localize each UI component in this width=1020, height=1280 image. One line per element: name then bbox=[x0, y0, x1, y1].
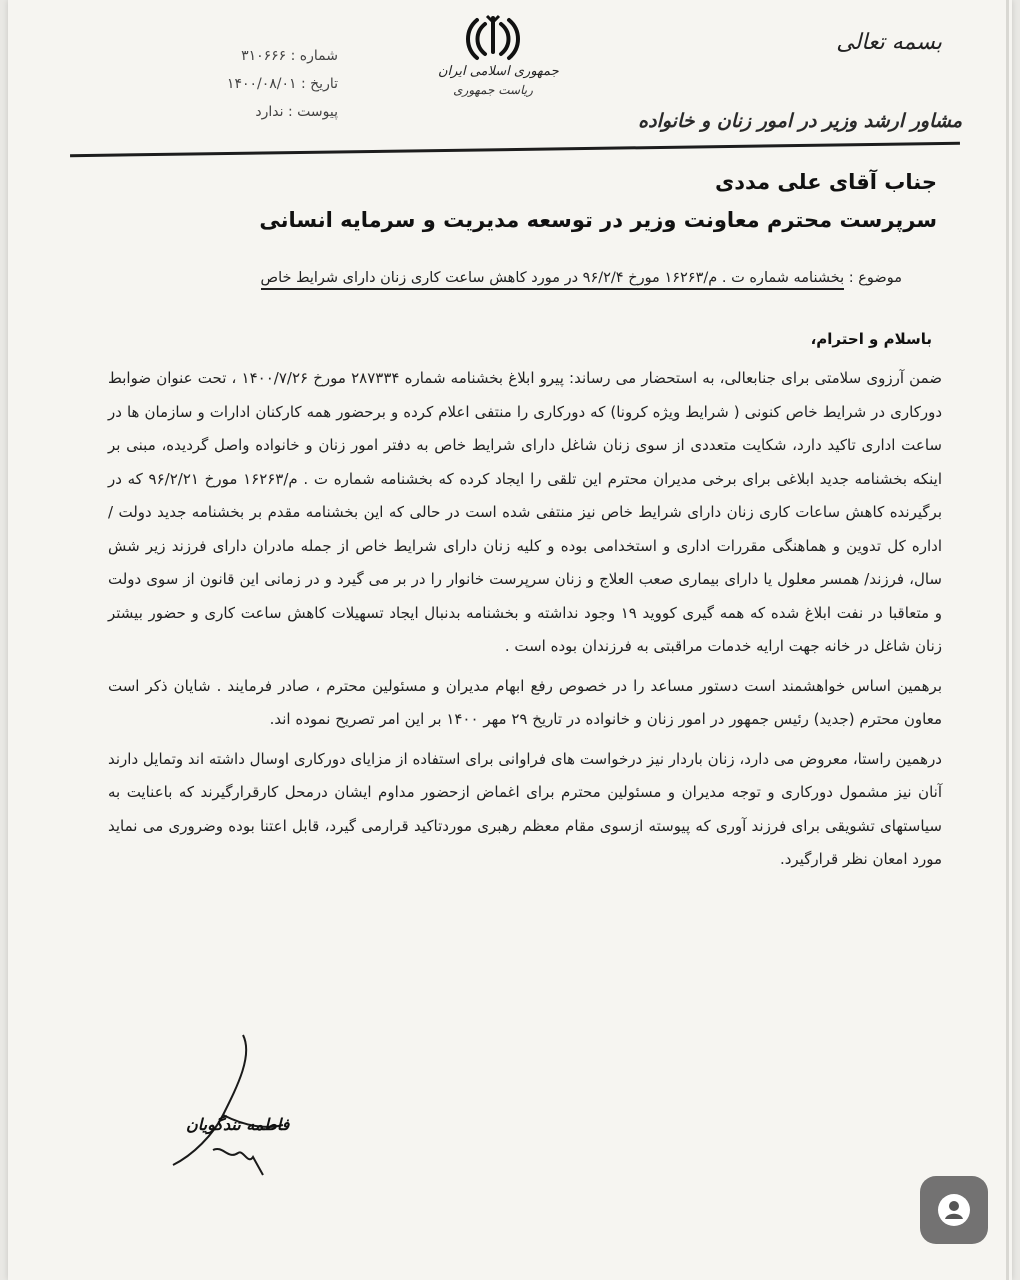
body-paragraph-2: برهمین اساس خواهشمند است دستور مساعد را در خصوص رفع ابهام مدیران و مسئولین محترم ، صادر فرمایند . شایان ذکر است معاون محترم (جدید) رئیس جمهور در امور زنان و خانواده در تاریخ ۲۹ مهر ۱۴۰۰ بر این امر تصریح نموده اند. bbox=[108, 676, 942, 728]
letter-date: تاریخ : ۱۴۰۰/۰۸/۰۱ bbox=[226, 76, 338, 92]
letter-body bbox=[108, 362, 942, 883]
adviser-title: مشاور ارشد وزیر در امور زنان و خانواده bbox=[638, 110, 962, 132]
emblem-caption: جمهوری اسلامی ایران bbox=[438, 64, 559, 79]
basmala: بسمه تعالی bbox=[836, 30, 942, 55]
emblem-block bbox=[438, 14, 559, 97]
user-icon bbox=[935, 1191, 973, 1229]
letter-number: شماره : ۳۱۰۶۶۶ bbox=[241, 48, 338, 64]
signer-name: فاطمه تندگویان bbox=[186, 1115, 290, 1134]
addressee-title: سرپرست محترم معاونت وزیر در توسعه مدیریت و سرمایه انسانی bbox=[259, 208, 937, 232]
letter-meta bbox=[158, 42, 338, 126]
subject-text: بخشنامه شماره ت . م/۱۶۲۶۳ مورخ ۹۶/۲/۴ در مورد کاهش ساعت کاری زنان دارای شرایط خاص bbox=[261, 270, 845, 290]
handwritten-signature bbox=[153, 1025, 353, 1185]
iran-emblem-icon bbox=[463, 14, 523, 62]
subject-line bbox=[122, 270, 902, 286]
addressee bbox=[259, 170, 937, 232]
profile-button[interactable] bbox=[920, 1176, 988, 1244]
emblem-subcaption: ریاست جمهوری bbox=[453, 83, 533, 97]
letter-page bbox=[8, 0, 1012, 1280]
letter-attachment: پیوست : ندارد bbox=[255, 104, 338, 120]
page-edge bbox=[1006, 0, 1009, 1280]
body-paragraph-3: درهمین راستا، معروض می دارد، زنان باردار نیز درخواست های فراوانی برای استفاده از مزایای دورکاری اوسال داشته اند وتمایل دارند آنان نیز مشمول دورکاری و توجه مدیران و مسئولین محترم برای اغماض ازحضور مداوم ایشان درمحل کارقرارگیرند که باعنایت به سیاستهای تشویقی برای فرزند آوری که پیوسته ازسوی مقام معظم رهبری موردتاکید قرارمی گیرد، قابل اعتنا بوده وضروری می نماید مورد امعان نظر قرارگیرد. bbox=[108, 749, 942, 868]
subject-label: موضوع : bbox=[848, 270, 902, 286]
addressee-name: جناب آقای علی مددی bbox=[714, 170, 937, 194]
greeting: باسلام و احترام، bbox=[810, 330, 932, 348]
body-paragraph-1: ضمن آرزوی سلامتی برای جنابعالی، به استحضار می رساند: پیرو ابلاغ بخشنامه شماره ۲۸۷۳۳۴ مورخ ۱۴۰۰/۷/۲۶ ، تحت عنوان ضوابط دورکاری در شرایط خاص کنونی ( شرایط ویژه کرونا) که دورکاری را منتفی اعلام کرده و برحضور همه کارکنان ادارات و سازمان ها در ساعت اداری تاکید دارد، شکایت متعددی از سوی زنان شاغل دارای شرایط خاص به دفتر امور زنان و خانواده واصل گردیده، مبنی بر اینکه بخشنامه جدید ابلاغی برای برخی مدیران محترم این تلقی را ایجاد کرده که بخشنامه شماره ت . م/۱۶۲۶۳ مورخ ۹۶/۲/۲۱ که در برگیرنده کاهش ساعات کاری زنان دارای شرایط خاص نیز منتفی شده است در حالی که این بخشنامه مقدم بر بخشنامه جدید دولت / اداره کل تدوین و هماهنگی مقررات اداری و استخدامی بوده و کلیه زنان دارای شرایط خاص از جمله مادران دارای فرزند زیر شش سال، فرزند/ همسر معلول یا دارای بیماری صعب العلاج و زنان سرپرست خانوار را در بر می گیرد و در زمانی این قانون از سوی دولت و متعاقبا در نفت ابلاغ شده که همه گیری کووید ۱۹ وجود نداشته و بخشنامه بدنبال ایجاد تسهیلات کاهش ساعت کاری و حضور بیشتر زنان شاغل در خانه جهت ارایه خدمات مراقبتی به فرزندان بوده است . bbox=[108, 369, 942, 655]
header-divider bbox=[70, 142, 960, 157]
